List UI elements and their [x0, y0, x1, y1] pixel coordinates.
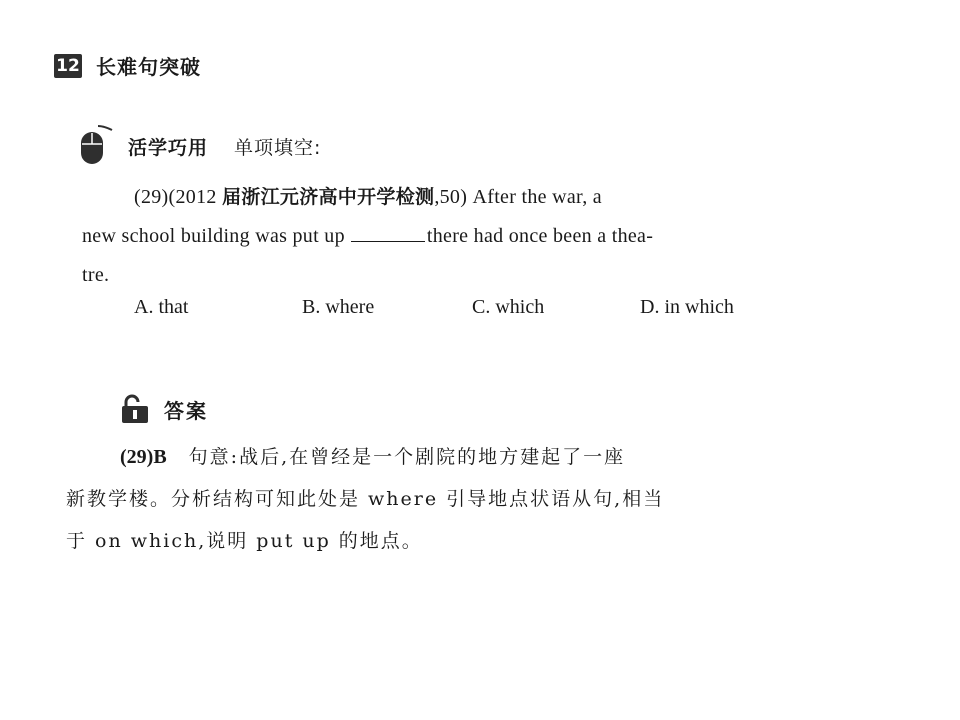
- option-a: [134, 296, 188, 319]
- option-text: which: [495, 296, 545, 318]
- question-source-name: 届浙江元济高中开学检测: [222, 186, 435, 208]
- question-line-3: [82, 256, 802, 295]
- option-letter: A.: [134, 296, 154, 318]
- mouse-icon: [78, 124, 118, 168]
- option-text: that: [158, 296, 189, 318]
- practice-instruction: 单项填空:: [234, 136, 322, 159]
- question-line-1: [82, 178, 802, 217]
- answer-line-1: [66, 436, 836, 478]
- section-number-badge: 12: [54, 54, 82, 78]
- question-text: [82, 178, 802, 295]
- question-line-2: [82, 217, 802, 256]
- question-text-line-2-end: there had once been a thea-: [426, 225, 654, 247]
- practice-header: [78, 124, 321, 168]
- open-lock-icon: [120, 394, 150, 424]
- answer-text-line-1: 句意:战后,在曾经是一个剧院的地方建起了一座: [188, 446, 626, 468]
- answer-line-2: [66, 478, 836, 520]
- answer-label: 答案: [164, 398, 208, 423]
- question-source-open: (2012: [168, 186, 222, 208]
- answer-header: [120, 394, 208, 424]
- question-source-close: ,50): [434, 186, 468, 208]
- option-c: [472, 296, 544, 319]
- answer-line-3: [66, 520, 836, 562]
- answer-text-line-3: 于 on which,说明 put up 的地点。: [66, 530, 423, 552]
- option-b: [302, 296, 374, 319]
- section-title: 长难句突破: [96, 55, 201, 79]
- answer-blank: [351, 223, 425, 242]
- question-text-line-2-start: new school building was put up: [82, 225, 345, 247]
- option-text: where: [325, 296, 375, 318]
- answer-explanation: [66, 436, 836, 562]
- question-number: (29): [134, 186, 169, 208]
- question-text-line-1: After the war, a: [472, 186, 602, 208]
- option-letter: C.: [472, 296, 491, 318]
- section-header: [54, 51, 201, 80]
- answer-options: [134, 296, 834, 326]
- option-text: in which: [664, 296, 734, 318]
- question-text-line-3: tre.: [82, 264, 110, 286]
- answer-key: (29)B: [120, 446, 167, 468]
- option-d: [640, 296, 734, 319]
- option-letter: B.: [302, 296, 321, 318]
- practice-label: 活学巧用: [128, 136, 209, 159]
- answer-text-line-2: 新教学楼。分析结构可知此处是 where 引导地点状语从句,相当: [66, 488, 665, 510]
- option-letter: D.: [640, 296, 660, 318]
